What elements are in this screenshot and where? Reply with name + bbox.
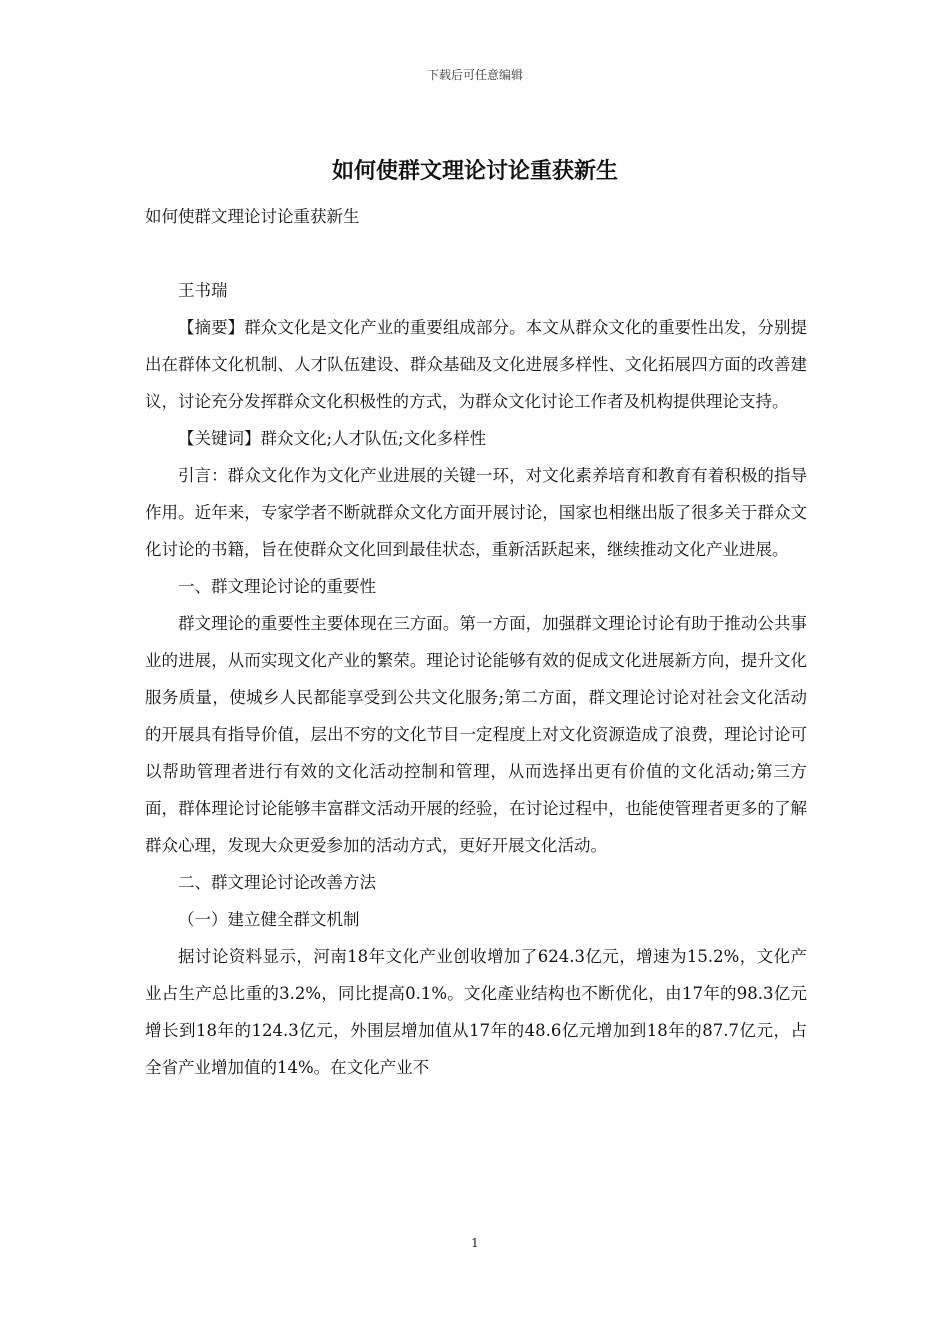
abstract-paragraph: 【摘要】群众文化是文化产业的重要组成部分。本文从群众文化的重要性出发，分别提出在群体文化机制、人才队伍建设、群众基础及文化进展多样性、文化拓展四方面的改善建议，讨论充分发挥群众文化积极性的方式，为群众文化讨论工作者及机构提供理论支持。: [145, 318, 807, 411]
author: 王书瑞: [178, 281, 228, 300]
subtitle: 如何使群文理论讨论重获新生: [145, 207, 360, 226]
intro-paragraph: 引言：群众文化作为文化产业进展的关键一环，对文化素养培育和教育有着积极的指导作用。近年来，专家学者不断就群众文化方面开展讨论，国家也相继出版了很多关于群众文化讨论的书籍，旨在使群众文化回到最佳状态，重新活跃起来，继续推动文化产业进展。: [145, 466, 807, 559]
section-1-body: 群文理论的重要性主要体现在三方面。第一方面，加强群文理论讨论有助于推动公共事业的进展，从而实现文化产业的繁荣。理论讨论能够有效的促成文化进展新方向，提升文化服务质量，使城乡人民都能享受到公共文化服务;第二方面，群文理论讨论对社会文化活动的开展具有指导价值，层出不穷的文化节目一定程度上对文化资源造成了浪费，理论讨论可以帮助管理者进行有效的文化活动控制和管理，从而选择出更有价值的文化活动;第三方面，群体理论讨论能够丰富群文活动开展的经验，在讨论过程中，也能使管理者更多的了解群众心理，发现大众更爱参加的活动方式，更好开展文化活动。: [145, 614, 807, 855]
keywords-paragraph: 【关键词】群众文化;人才队伍;文化多样性: [178, 429, 487, 448]
section-1-heading: 一、群文理论讨论的重要性: [178, 577, 376, 596]
header-note: 下载后可任意编辑: [426, 68, 523, 82]
document-title: 如何使群文理论讨论重获新生: [331, 159, 618, 184]
section-2-heading: 二、群文理论讨论改善方法: [178, 873, 376, 892]
section-2-subheading: （一）建立健全群文机制: [178, 910, 360, 929]
section-2-body: 据讨论资料显示，河南18年文化产业创收增加了624.3亿元，增速为15.2%，文化产业占生产总比重的3.2%，同比提高0.1%。文化產业结构也不断优化，由17年的98.3亿元增长到18年的124.3亿元，外围层增加值从17年的48.6亿元增加到18年的87.7亿元，占全省产业增加值的14%。在文化产业不: [145, 947, 807, 1077]
page-number: 1: [471, 1236, 479, 1250]
document-body: [145, 198, 807, 1086]
